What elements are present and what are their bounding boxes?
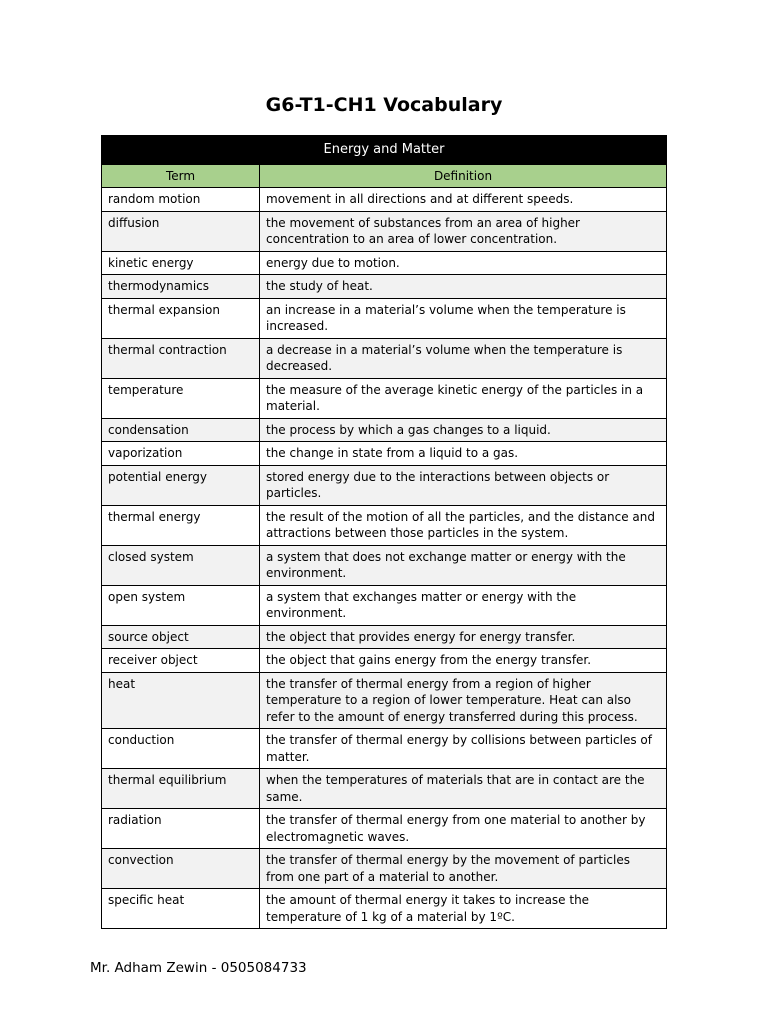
term-cell: thermal equilibrium — [102, 769, 260, 809]
definition-cell: when the temperatures of materials that are in contact are the same. — [260, 769, 667, 809]
definition-cell: a decrease in a material’s volume when the temperature is decreased. — [260, 338, 667, 378]
table-row — [102, 188, 667, 212]
definition-cell: the change in state from a liquid to a gas. — [260, 442, 667, 466]
term-cell: heat — [102, 672, 260, 729]
definition-cell: energy due to motion. — [260, 251, 667, 275]
table-row — [102, 545, 667, 585]
table-row — [102, 251, 667, 275]
table-row — [102, 211, 667, 251]
page-title: G6-T1-CH1 Vocabulary — [265, 94, 503, 116]
definition-cell: a system that does not exchange matter or energy with the environment. — [260, 545, 667, 585]
definition-cell: the result of the motion of all the particles, and the distance and attractions between those particles in the system. — [260, 505, 667, 545]
definition-cell: the transfer of thermal energy by the movement of particles from one part of a material to another. — [260, 849, 667, 889]
definition-cell: the movement of substances from an area of higher concentration to an area of lower concentration. — [260, 211, 667, 251]
term-cell: radiation — [102, 809, 260, 849]
table-row — [102, 275, 667, 299]
table-row — [102, 672, 667, 729]
term-cell: vaporization — [102, 442, 260, 466]
term-cell: thermal expansion — [102, 298, 260, 338]
definition-cell: the object that provides energy for energy transfer. — [260, 625, 667, 649]
table-row — [102, 649, 667, 673]
term-cell: closed system — [102, 545, 260, 585]
term-cell: specific heat — [102, 889, 260, 929]
table-row — [102, 298, 667, 338]
term-cell: thermal energy — [102, 505, 260, 545]
table-title-row — [102, 136, 667, 165]
definition-cell: the transfer of thermal energy from a region of higher temperature to a region of lower temperature. Heat can also refer to the amount of energy transferred during this process. — [260, 672, 667, 729]
definition-cell: stored energy due to the interactions between objects or particles. — [260, 465, 667, 505]
table-row — [102, 465, 667, 505]
table-body — [102, 188, 667, 929]
column-header-definition: Definition — [260, 165, 667, 188]
definition-cell: the object that gains energy from the energy transfer. — [260, 649, 667, 673]
term-cell: kinetic energy — [102, 251, 260, 275]
term-cell: receiver object — [102, 649, 260, 673]
table-row — [102, 769, 667, 809]
term-cell: diffusion — [102, 211, 260, 251]
table-row — [102, 849, 667, 889]
definition-cell: the transfer of thermal energy from one material to another by electromagnetic waves. — [260, 809, 667, 849]
term-cell: source object — [102, 625, 260, 649]
definition-cell: the amount of thermal energy it takes to increase the temperature of 1 kg of a material by 1ºC. — [260, 889, 667, 929]
term-cell: temperature — [102, 378, 260, 418]
table-row — [102, 585, 667, 625]
definition-cell: an increase in a material’s volume when the temperature is increased. — [260, 298, 667, 338]
definition-cell: the study of heat. — [260, 275, 667, 299]
definition-cell: movement in all directions and at different speeds. — [260, 188, 667, 212]
table-row — [102, 418, 667, 442]
definition-cell: a system that exchanges matter or energy with the environment. — [260, 585, 667, 625]
term-cell: conduction — [102, 729, 260, 769]
term-cell: open system — [102, 585, 260, 625]
definition-cell: the transfer of thermal energy by collisions between particles of matter. — [260, 729, 667, 769]
table-row — [102, 625, 667, 649]
vocabulary-table — [101, 135, 667, 929]
term-cell: thermodynamics — [102, 275, 260, 299]
table-row — [102, 809, 667, 849]
table-row — [102, 889, 667, 929]
term-cell: random motion — [102, 188, 260, 212]
table-title: Energy and Matter — [102, 136, 667, 165]
definition-cell: the process by which a gas changes to a liquid. — [260, 418, 667, 442]
table-row — [102, 338, 667, 378]
term-cell: potential energy — [102, 465, 260, 505]
footer-author: Mr. Adham Zewin - 0505084733 — [90, 960, 307, 976]
column-header-term: Term — [102, 165, 260, 188]
table-row — [102, 729, 667, 769]
term-cell: thermal contraction — [102, 338, 260, 378]
term-cell: convection — [102, 849, 260, 889]
column-header-row — [102, 165, 667, 188]
definition-cell: the measure of the average kinetic energy of the particles in a material. — [260, 378, 667, 418]
table-row — [102, 442, 667, 466]
table-row — [102, 378, 667, 418]
term-cell: condensation — [102, 418, 260, 442]
table-row — [102, 505, 667, 545]
